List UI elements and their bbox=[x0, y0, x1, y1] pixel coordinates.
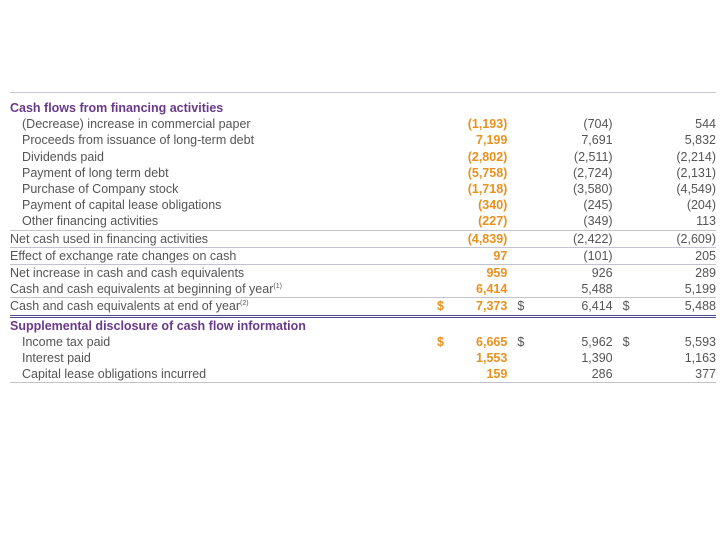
value-two-years-prior: 5,199 bbox=[684, 282, 716, 297]
value-two-years-prior: 289 bbox=[613, 265, 716, 282]
value-two-years-prior bbox=[613, 298, 716, 316]
currency-symbol: $ bbox=[622, 334, 630, 349]
row-capital-lease-obligations-incurred bbox=[10, 366, 716, 383]
value-prior-year: (349) bbox=[583, 214, 613, 229]
value-current-year: 97 bbox=[427, 247, 507, 264]
value-prior-year bbox=[507, 334, 612, 350]
value-current-year: 159 bbox=[427, 366, 507, 383]
row-label: Dividends paid bbox=[22, 149, 104, 164]
currency-symbol: $ bbox=[517, 334, 525, 349]
row-payment-of-long-term-debt bbox=[10, 165, 716, 181]
currency-symbol: $ bbox=[622, 299, 630, 314]
row-income-tax-paid bbox=[10, 334, 716, 350]
value-two-years-prior: 377 bbox=[613, 366, 716, 383]
value-current-year: (4,839) bbox=[427, 230, 507, 247]
row-dividends-paid bbox=[10, 149, 716, 165]
value-two-years-prior: 1,163 bbox=[684, 351, 716, 366]
row-label: Net cash used in financing activities bbox=[10, 230, 427, 247]
row-payment-of-capital-lease-obligations bbox=[10, 197, 716, 213]
row-label: Net increase in cash and cash equivalents bbox=[10, 265, 427, 282]
value-prior-year: 5,488 bbox=[581, 282, 613, 297]
net-increase-row bbox=[10, 265, 716, 282]
value-text: 6,665 bbox=[476, 334, 508, 349]
financing-section-header bbox=[10, 100, 716, 116]
value-two-years-prior: (2,214) bbox=[676, 149, 716, 164]
value-current-year bbox=[427, 334, 507, 350]
row-label: Proceeds from issuance of long-term debt bbox=[22, 133, 255, 148]
value-two-years-prior: 544 bbox=[695, 117, 716, 132]
cash-flow-table bbox=[10, 100, 716, 383]
top-rule bbox=[10, 92, 716, 93]
row-label: Capital lease obligations incurred bbox=[10, 366, 427, 383]
row-proceeds-from-issuance-of-long-term-debt bbox=[10, 132, 716, 148]
value-current-year: (5,758) bbox=[467, 165, 508, 180]
row-label: Payment of capital lease obligations bbox=[22, 198, 222, 213]
value-current-year: 1,553 bbox=[476, 351, 508, 366]
value-prior-year: 7,691 bbox=[581, 133, 613, 148]
value-current-year: (2,802) bbox=[467, 149, 508, 164]
value-current-year bbox=[427, 298, 507, 316]
currency-symbol: $ bbox=[437, 299, 444, 314]
value-prior-year bbox=[507, 298, 612, 316]
financing-section-title: Cash flows from financing activities bbox=[10, 101, 224, 115]
cash-flow-table-body bbox=[10, 100, 716, 383]
value-two-years-prior: (2,609) bbox=[613, 230, 716, 247]
net-financing-row bbox=[10, 230, 716, 247]
value-current-year: (340) bbox=[478, 198, 508, 213]
row-label: Purchase of Company stock bbox=[22, 182, 179, 197]
row-label bbox=[10, 298, 427, 316]
value-text: 5,962 bbox=[581, 334, 613, 349]
row-interest-paid bbox=[10, 350, 716, 366]
fx-effect-row bbox=[10, 247, 716, 264]
cash-beginning-row bbox=[10, 281, 716, 298]
value-two-years-prior: (4,549) bbox=[676, 182, 716, 197]
value-two-years-prior: (2,131) bbox=[676, 165, 716, 180]
supplemental-section-header bbox=[10, 316, 716, 334]
row-label: Effect of exchange rate changes on cash bbox=[10, 247, 427, 264]
value-current-year: (227) bbox=[478, 214, 508, 229]
row-label: Income tax paid bbox=[22, 334, 111, 349]
row-decrease-increase-in-commercial-paper bbox=[10, 116, 716, 132]
value-two-years-prior: 205 bbox=[613, 247, 716, 264]
value-current-year: 6,414 bbox=[476, 282, 508, 297]
value-prior-year: (101) bbox=[507, 247, 612, 264]
value-two-years-prior: 113 bbox=[696, 214, 716, 229]
value-two-years-prior: 5,832 bbox=[684, 133, 716, 148]
value-prior-year: 286 bbox=[507, 366, 612, 383]
value-prior-year: (2,422) bbox=[507, 230, 612, 247]
row-label: Payment of long term debt bbox=[22, 165, 169, 180]
value-prior-year: 1,390 bbox=[581, 351, 613, 366]
row-label: (Decrease) increase in commercial paper bbox=[22, 117, 251, 132]
row-label-text: Cash and cash equivalents at beginning of year bbox=[10, 282, 274, 297]
cash-end-row bbox=[10, 298, 716, 316]
value-two-years-prior bbox=[613, 334, 716, 350]
value-current-year: (1,718) bbox=[467, 182, 508, 197]
row-label-text: Cash and cash equivalents at end of year bbox=[10, 299, 241, 314]
row-label: Other financing activities bbox=[22, 214, 159, 229]
value-current-year: 959 bbox=[427, 265, 507, 282]
currency-symbol: $ bbox=[437, 334, 444, 349]
value-text: 7,373 bbox=[476, 299, 508, 314]
value-text: 6,414 bbox=[581, 299, 613, 314]
value-text: 5,593 bbox=[684, 334, 716, 349]
row-label: Interest paid bbox=[22, 351, 91, 366]
footnote-marker: (1) bbox=[273, 283, 282, 291]
row-label bbox=[10, 281, 427, 298]
value-prior-year: (2,511) bbox=[573, 149, 613, 164]
value-prior-year: (3,580) bbox=[572, 182, 613, 197]
currency-symbol: $ bbox=[517, 299, 525, 314]
value-current-year: (1,193) bbox=[467, 117, 508, 132]
supplemental-section-title: Supplemental disclosure of cash flow information bbox=[10, 318, 306, 333]
row-other-financing-activities bbox=[10, 213, 716, 230]
footnote-marker: (2) bbox=[240, 300, 249, 308]
value-text: 5,488 bbox=[684, 299, 716, 314]
value-prior-year: (245) bbox=[583, 198, 613, 213]
value-prior-year: 926 bbox=[507, 265, 612, 282]
value-two-years-prior: (204) bbox=[686, 198, 716, 213]
row-purchase-of-company-stock bbox=[10, 181, 716, 197]
value-prior-year: (704) bbox=[583, 117, 613, 132]
value-current-year: 7,199 bbox=[476, 133, 508, 148]
value-prior-year: (2,724) bbox=[572, 165, 613, 180]
